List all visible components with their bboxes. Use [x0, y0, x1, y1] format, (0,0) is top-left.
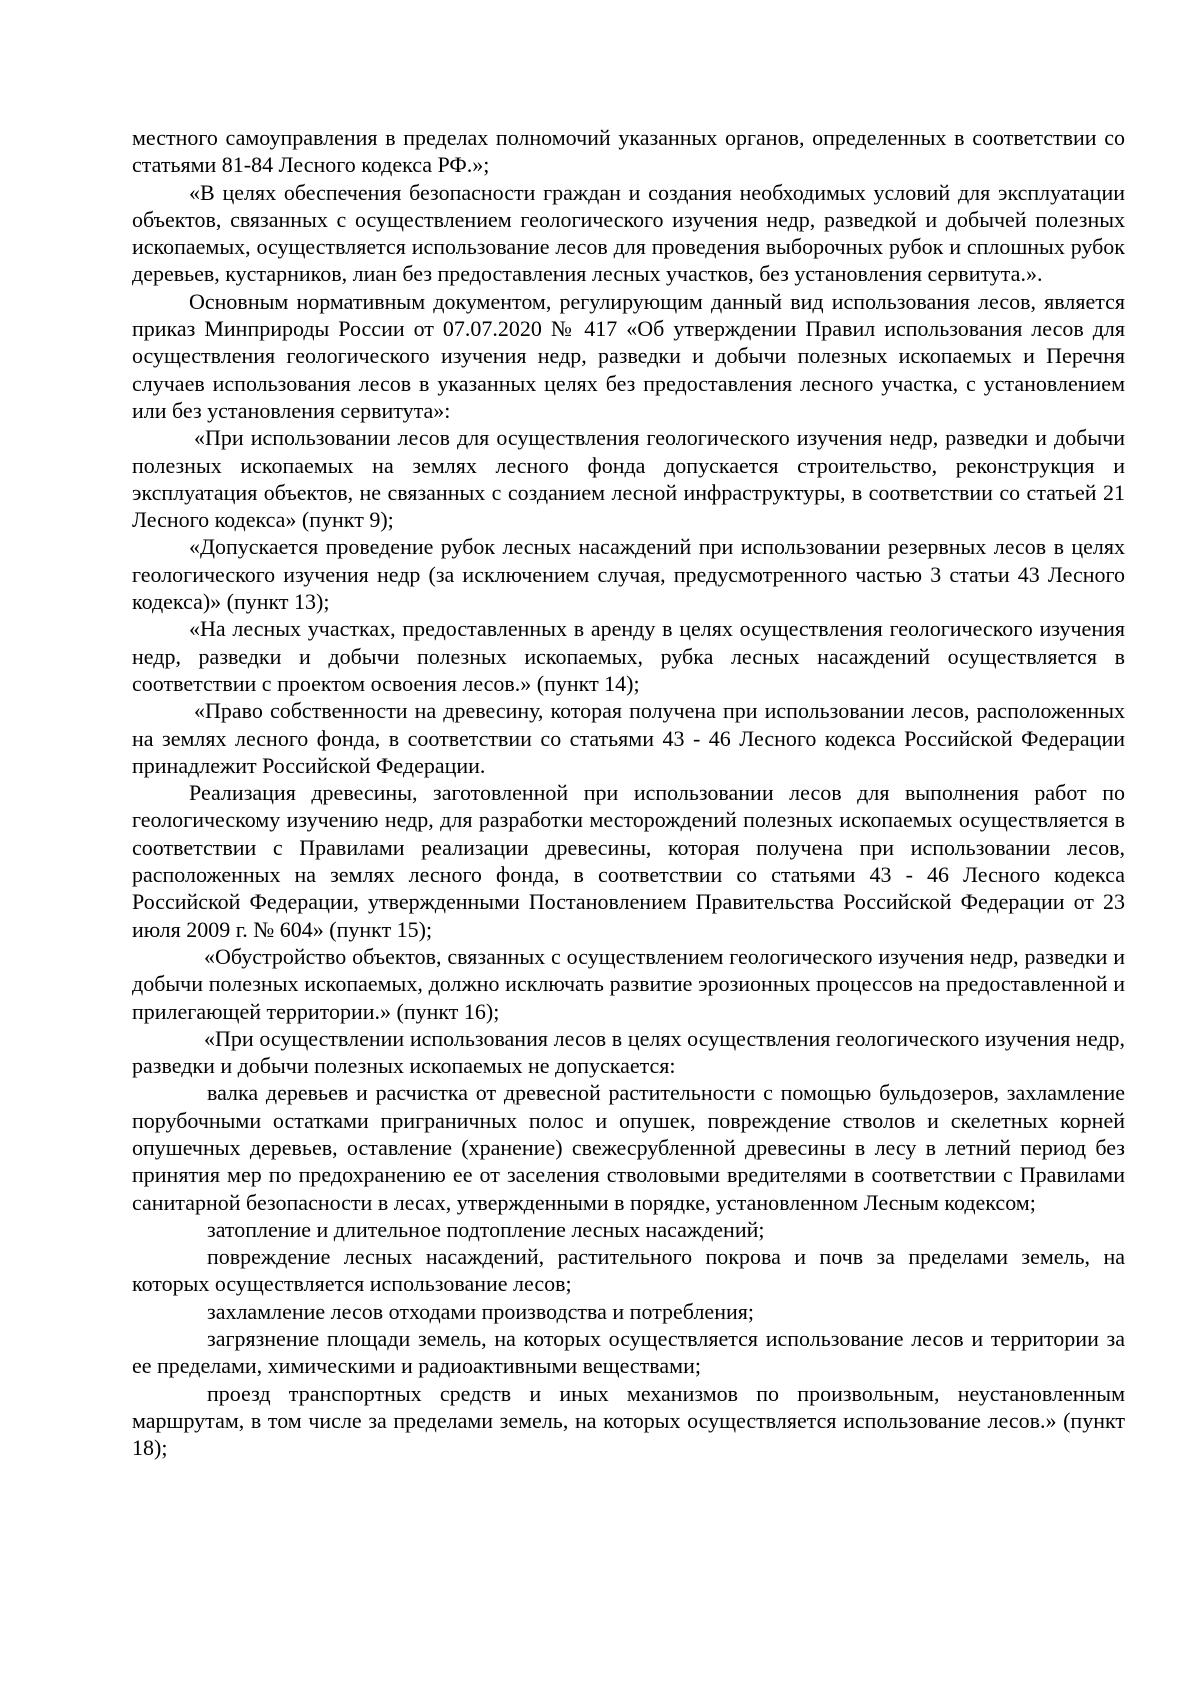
paragraph-item-16: «Обустройство объектов, связанных с осуществлением геологического изучения недр, разведки и добычи полезных ископаемых, должно исключать развитие эрозионных процессов на предоставленной и прилегающей территории.» (пункт 16);	[132, 943, 1125, 1024]
paragraph-item-15: Реализация древесины, заготовленной при использовании лесов для выполнения работ по геологическому изучению недр, для разработки месторождений полезных ископаемых осуществляется в соответствии с Правилами реализации древесины, которая получена при использовании лесов, расположенных на землях лесного фонда, в соответствии со статьями 43 - 46 Лесного кодекса Российской Федерации, утвержденными Постановлением Правительства Российской Федерации от 23 июля 2009 г. № 604» (пункт 15);	[132, 780, 1125, 942]
list-item-pollution: загрязнение площади земель, на которых осуществляется использование лесов и территории за ее пределами, химическими и радиоактивными веществами;	[132, 1326, 1125, 1379]
list-item-flooding: затопление и длительное подтопление лесных насаждений;	[207, 1216, 765, 1242]
list-item-vehicles: проезд транспортных средств и иных механизмов по произвольным, неустановленным маршрутам, в том числе за пределами земель, на которых осуществляется использование лесов.» (пункт 18);	[132, 1380, 1125, 1461]
list-item-damage: повреждение лесных насаждений, растительного покрова и почв за пределами земель, на которых осуществляется использование лесов;	[132, 1244, 1125, 1297]
paragraph-security-quote: «В целях обеспечения безопасности граждан и создания необходимых условий для эксплуатации объектов, связанных с осуществлением геологического изучения недр, разведкой и добычей полезных ископаемых, осуществляется использование лесов для проведения выборочных рубок и сплошных рубок деревьев, кустарников, лиан без предоставления лесных участков, без установления сервитута.».	[132, 179, 1125, 287]
paragraph-prohibitions-intro: «При осуществлении использования лесов в целях осуществления геологического изучения недр, разведки и добычи полезных ископаемых не допускается:	[132, 1025, 1125, 1079]
list-item-littering: захламление лесов отходами производства и потребления;	[207, 1298, 754, 1324]
paragraph-item-13: «Допускается проведение рубок лесных насаждений при использовании резервных лесов в целях геологического изучения недр (за исключением случая, предусмотренного частью 3 статьи 43 Лесного кодекса)» (пункт 13);	[132, 534, 1125, 615]
paragraph-item-9: «При использовании лесов для осуществления геологического изучения недр, разведки и добычи полезных ископаемых на землях лесного фонда допускается строительство, реконструкция и эксплуатация объектов, не связанных с созданием лесной инфраструктуры, в соответствии со статьей 21 Лесного кодекса» (пункт 9);	[132, 425, 1125, 533]
paragraph-ownership: «Право собственности на древесину, которая получена при использовании лесов, расположенных на землях лесного фонда, в соответствии со статьями 43 - 46 Лесного кодекса Российской Федерации принадлежит Российской Федерации.	[132, 698, 1125, 778]
paragraph-main-regulation: Основным нормативным документом, регулирующим данный вид использования лесов, является приказ Минприроды России от 07.07.2020 № 417 «Об утверждении Правил использования лесов для осуществления геологического изучения недр, разведки и добычи полезных ископаемых и Перечня случаев использования лесов в указанных целях без предоставления лесного участка, с установлением или без установления сервитута»:	[132, 288, 1125, 423]
paragraph-item-14: «На лесных участках, предоставленных в аренду в целях осуществления геологического изучения недр, разведки и добычи полезных ископаемых, рубка лесных насаждений осуществляется в соответствии с проектом освоения лесов.» (пункт 14);	[132, 616, 1125, 696]
paragraph-continuation: местного самоуправления в пределах полномочий указанных органов, определенных в соответствии со статьями 81-84 Лесного кодекса РФ.»;	[132, 125, 1125, 178]
document-page	[132, 124, 1125, 1462]
list-item-felling: валка деревьев и расчистка от древесной растительности с помощью бульдозеров, захламление порубочными остатками приграничных полос и опушек, повреждение стволов и скелетных корней опушечных деревьев, оставление (хранение) свежесрубленной древесины в лесу в летний период без принятия мер по предохранению ее от заселения стволовыми вредителями в соответствии с Правилами санитарной безопасности в лесах, утвержденными в порядке, установленном Лесным кодексом;	[132, 1080, 1125, 1215]
